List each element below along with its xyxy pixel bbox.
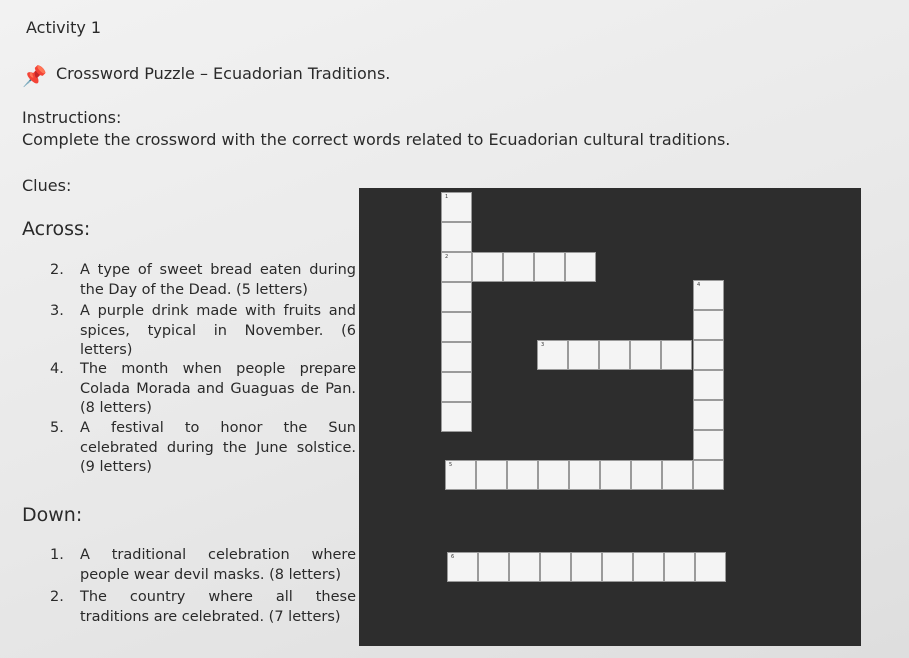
clue-text: A festival to honor the Sun celebrated during the June solstice. (9 letters) bbox=[80, 420, 356, 475]
clue-text: A traditional celebration where people wear devil masks. (8 letters) bbox=[80, 547, 356, 583]
crossword-cell[interactable] bbox=[441, 222, 472, 252]
across-heading: Across: bbox=[22, 218, 91, 240]
crossword-cell[interactable] bbox=[534, 252, 565, 282]
crossword-cell[interactable] bbox=[600, 460, 631, 490]
cell-number: 5 bbox=[449, 462, 453, 468]
cell-number: 4 bbox=[697, 282, 701, 288]
crossword-cell[interactable] bbox=[441, 372, 472, 402]
crossword-cell[interactable] bbox=[540, 552, 571, 582]
crossword-cell[interactable] bbox=[509, 552, 540, 582]
crossword-cell[interactable] bbox=[633, 552, 664, 582]
crossword-cell[interactable] bbox=[693, 400, 724, 430]
clues-heading: Clues: bbox=[22, 176, 72, 195]
clue-number: 1. bbox=[50, 547, 64, 563]
crossword-cell[interactable] bbox=[569, 460, 600, 490]
crossword-cell[interactable] bbox=[503, 252, 534, 282]
clue-text: A purple drink made with fruits and spices, typical in November. (6 letters) bbox=[80, 303, 356, 358]
crossword-cell[interactable] bbox=[599, 340, 630, 370]
crossword-cell[interactable] bbox=[476, 460, 507, 490]
clue-across-2 bbox=[50, 261, 356, 300]
clue-number: 5. bbox=[50, 420, 64, 436]
cell-number: 1 bbox=[445, 194, 449, 200]
clue-text: The month when people prepare Colada Morada and Guaguas de Pan. (8 letters) bbox=[80, 361, 356, 416]
clue-down-2 bbox=[50, 588, 356, 627]
crossword-cell[interactable] bbox=[565, 252, 596, 282]
crossword-cell[interactable] bbox=[630, 340, 661, 370]
clue-number: 2. bbox=[50, 589, 64, 605]
crossword-cell[interactable] bbox=[693, 340, 724, 370]
crossword-cell[interactable] bbox=[447, 552, 478, 582]
crossword-cell[interactable] bbox=[693, 430, 724, 460]
crossword-cell[interactable] bbox=[693, 310, 724, 340]
crossword-cell[interactable] bbox=[664, 552, 695, 582]
instructions-text: Complete the crossword with the correct words related to Ecuadorian cultural traditions. bbox=[22, 130, 731, 149]
crossword-cell[interactable] bbox=[441, 342, 472, 372]
clue-number: 3. bbox=[50, 303, 64, 319]
crossword-board bbox=[359, 188, 861, 646]
cell-number: 3 bbox=[541, 342, 545, 348]
cell-number: 2 bbox=[445, 254, 449, 260]
clue-number: 4. bbox=[50, 361, 64, 377]
crossword-cell[interactable] bbox=[478, 552, 509, 582]
crossword-cell[interactable] bbox=[441, 252, 472, 282]
crossword-cell[interactable] bbox=[568, 340, 599, 370]
cell-number: 6 bbox=[451, 554, 455, 560]
puzzle-title: Crossword Puzzle – Ecuadorian Traditions. bbox=[56, 64, 391, 83]
clue-text: The country where all these traditions are celebrated. (7 letters) bbox=[80, 589, 356, 625]
crossword-cell[interactable] bbox=[662, 460, 693, 490]
crossword-cell[interactable] bbox=[631, 460, 662, 490]
crossword-cell[interactable] bbox=[538, 460, 569, 490]
activity-label: Activity 1 bbox=[26, 18, 102, 37]
crossword-cell[interactable] bbox=[441, 192, 472, 222]
crossword-cell[interactable] bbox=[507, 460, 538, 490]
crossword-cell[interactable] bbox=[693, 460, 724, 490]
crossword-cell[interactable] bbox=[693, 280, 724, 310]
pushpin-icon: 📌 bbox=[22, 64, 47, 88]
crossword-cell[interactable] bbox=[537, 340, 568, 370]
crossword-cell[interactable] bbox=[602, 552, 633, 582]
crossword-cell[interactable] bbox=[571, 552, 602, 582]
clue-number: 2. bbox=[50, 262, 64, 278]
crossword-cell[interactable] bbox=[695, 552, 726, 582]
clue-down-1 bbox=[50, 546, 356, 585]
instructions-heading: Instructions: bbox=[22, 108, 122, 127]
crossword-cell[interactable] bbox=[472, 252, 503, 282]
crossword-cell[interactable] bbox=[693, 370, 724, 400]
crossword-cell[interactable] bbox=[441, 402, 472, 432]
clue-across-4 bbox=[50, 360, 356, 419]
crossword-cell[interactable] bbox=[661, 340, 692, 370]
crossword-cell[interactable] bbox=[441, 312, 472, 342]
crossword-cell[interactable] bbox=[445, 460, 476, 490]
clue-across-3 bbox=[50, 302, 356, 361]
crossword-cell[interactable] bbox=[441, 282, 472, 312]
clue-across-5 bbox=[50, 419, 356, 478]
down-heading: Down: bbox=[22, 504, 83, 526]
clue-text: A type of sweet bread eaten during the Day of the Dead. (5 letters) bbox=[80, 262, 356, 298]
